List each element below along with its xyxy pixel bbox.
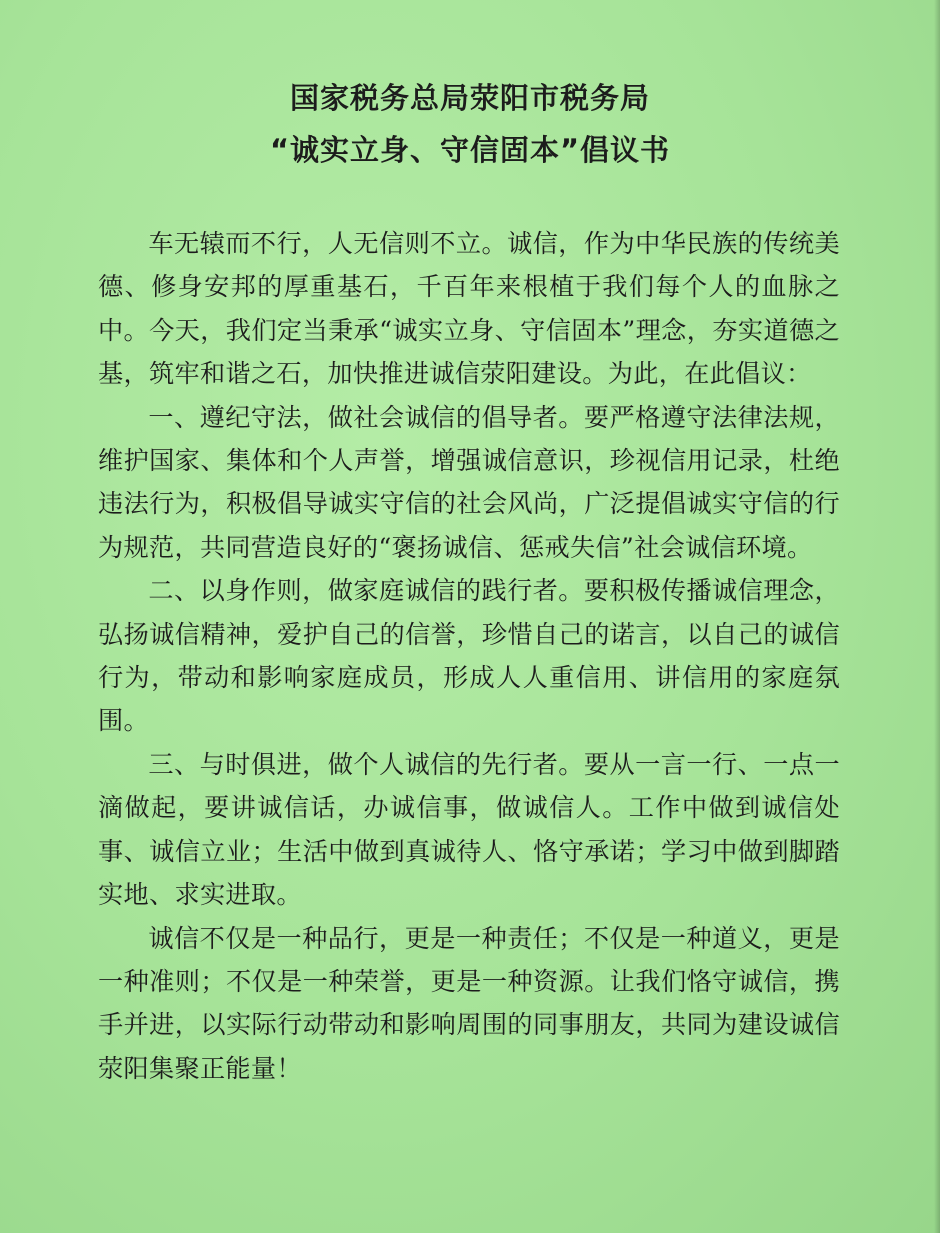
paragraph-point-1: 一、遵纪守法，做社会诚信的倡导者。要严格遵守法律法规，维护国家、集体和个人声誉，增强诚信意识，珍视信用记录，杜绝违法行为，积极倡导诚实守信的社会风尚，广泛提倡诚实守信的行为规范，共同营造良好的“褒扬诚信、惩戒失信”社会诚信环境。 (98, 402, 840, 562)
paragraph-point-2: 二、以身作则，做家庭诚信的践行者。要积极传播诚信理念，弘扬诚信精神，爱护自己的信誉，珍惜自己的诺言，以自己的诚信行为，带动和影响家庭成员，形成人人重信用、讲信用的家庭氛围。 (98, 576, 840, 736)
title-line-1: 国家税务总局荥阳市税务局 (289, 81, 650, 115)
paragraph-intro: 车无辕而不行，人无信则不立。诚信，作为中华民族的传统美德、修身安邦的厚重基石，千百年来根植于我们每个人的血脉之中。今天，我们定当秉承“诚实立身、守信固本”理念，夯实道德之基，筑牢和谐之石，加快推进诚信荥阳建设。为此，在此倡议： (98, 229, 840, 389)
document-title (0, 72, 940, 176)
document-body (98, 222, 840, 1090)
paragraph-closing: 诚信不仅是一种品行，更是一种责任；不仅是一种道义，更是一种准则；不仅是一种荣誉，更是一种资源。让我们恪守诚信，携手并进，以实际行动带动和影响周围的同事朋友，共同为建设诚信荥阳集聚正能量！ (98, 923, 840, 1083)
paragraph-point-3: 三、与时俱进，做个人诚信的先行者。要从一言一行、一点一滴做起，要讲诚信话，办诚信事，做诚信人。工作中做到诚信处事、诚信立业；生活中做到真诚待人、恪守承诺；学习中做到脚踏实地、求实进取。 (98, 749, 840, 910)
paper-edge-shadow (934, 0, 940, 1233)
title-line-2: “诚实立身、守信固本”倡议书 (269, 133, 671, 167)
